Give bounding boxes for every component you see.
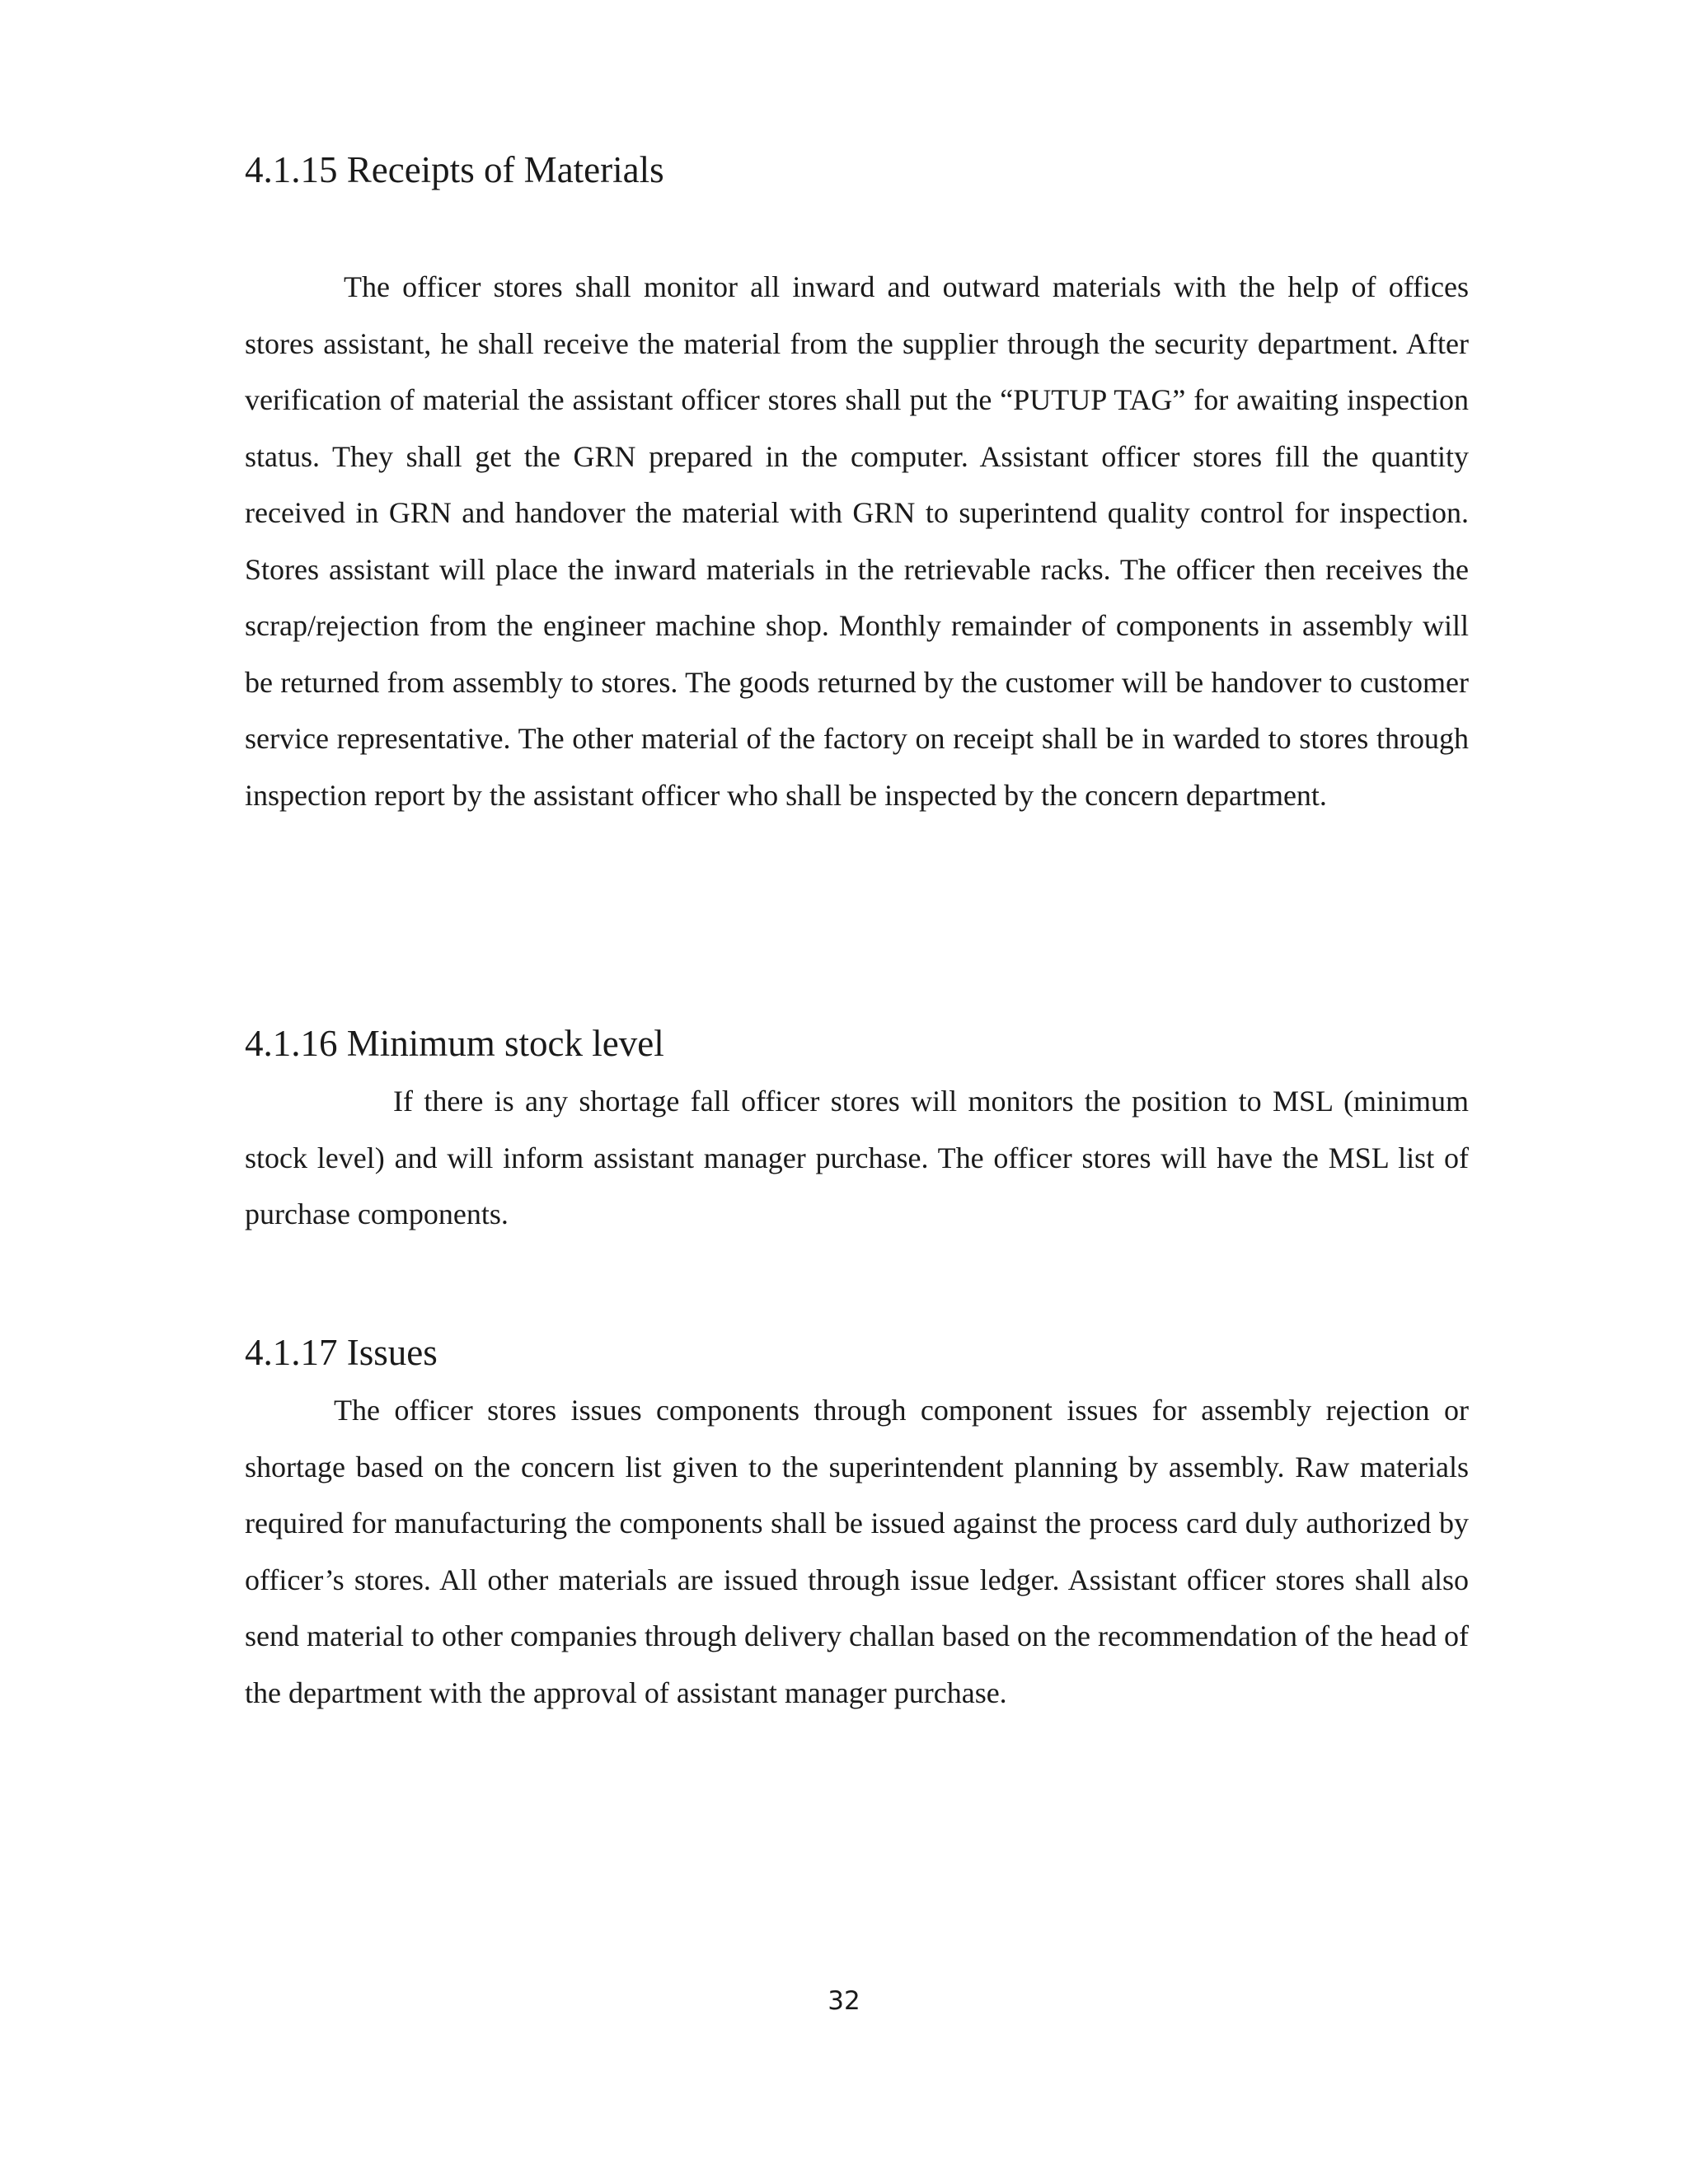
- section-heading: 4.1.16 Minimum stock level: [245, 1023, 664, 1064]
- page-number: 32: [828, 1986, 860, 2016]
- section-paragraph: If there is any shortage fall officer stores will monitors the position to MSL (minimum stock level) and will inform assistant manager purchase. The officer stores will have the MSL list of purchase components.: [245, 1085, 1469, 1230]
- section-heading: 4.1.17 Issues: [245, 1332, 438, 1373]
- section-paragraph: The officer stores issues components through component issues for assembly rejection or shortage based on the concern list given to the superintendent planning by assembly. Raw materials required for manufacturing the components shall be issued against the process card duly authorized by officer’s stores. All other materials are issued through issue ledger. Assistant officer stores shall also send material to other companies through delivery challan based on the recommendation of the head of the department with the approval of assistant manager purchase.: [245, 1394, 1469, 1709]
- section-minimum-stock-level: [245, 1020, 1469, 1243]
- section-paragraph: The officer stores shall monitor all inward and outward materials with the help of offices stores assistant, he shall receive the material from the supplier through the security department. After verification of material the assistant officer stores shall put the “PUTUP TAG” for awaiting inspection status. They shall get the GRN prepared in the computer. Assistant officer stores fill the quantity received in GRN and handover the material with GRN to superintend quality control for inspection. Stores assistant will place the inward materials in the retrievable racks. The officer then receives the scrap/rejection from the engineer machine shop. Monthly remainder of components in assembly will be returned from assembly to stores. The goods returned by the customer will be handover to customer service representative. The other material of the factory on receipt shall be in warded to stores through inspection report by the assistant officer who shall be inspected by the concern department.: [245, 270, 1469, 812]
- section-issues: [245, 1329, 1469, 1721]
- section-heading: 4.1.15 Receipts of Materials: [245, 149, 664, 190]
- section-receipts-of-materials: [245, 147, 1469, 823]
